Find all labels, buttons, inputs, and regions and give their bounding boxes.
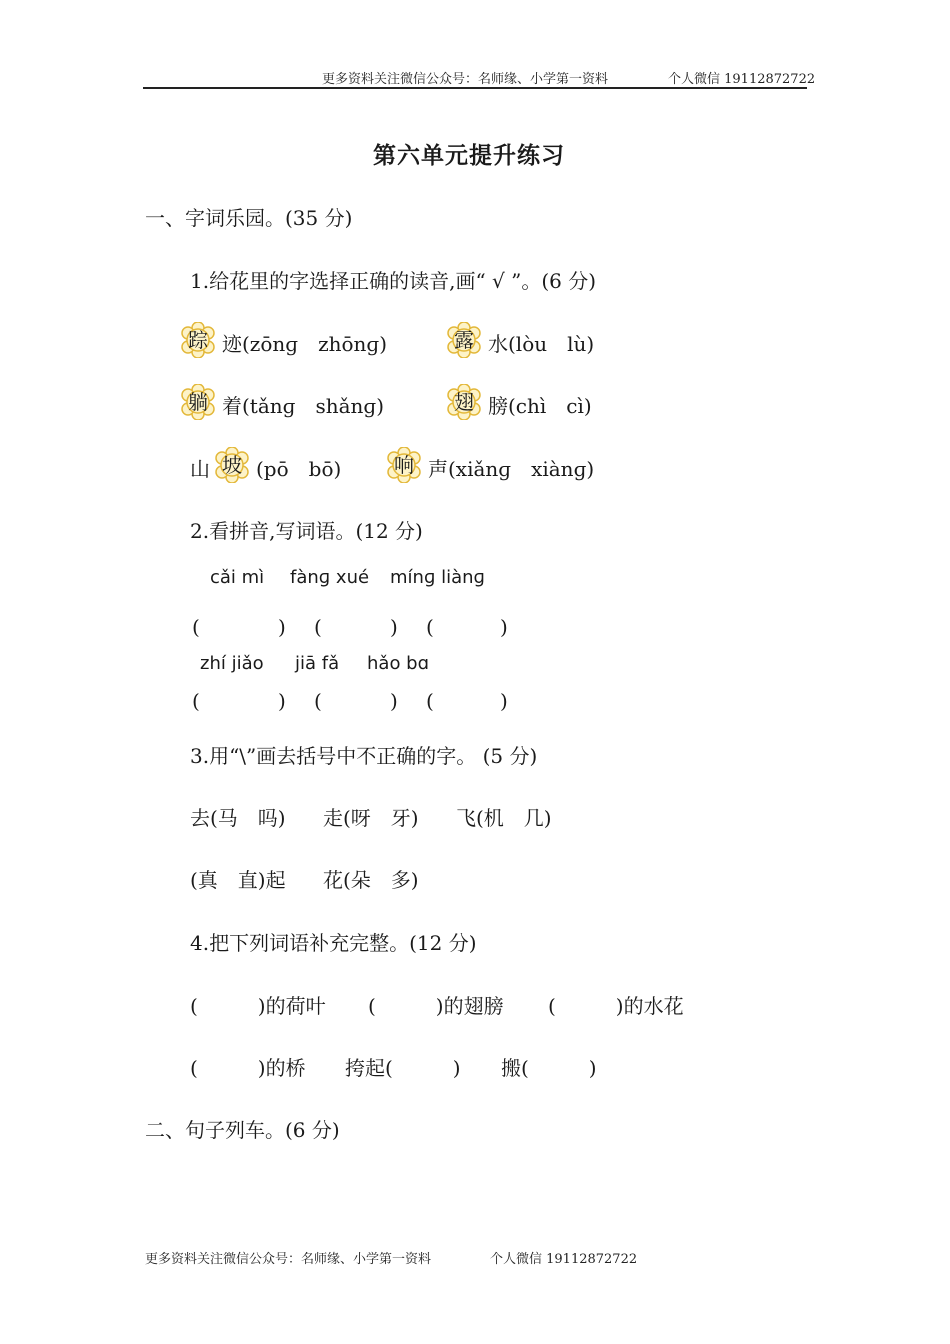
fill-blank-phrase: ( )的水花 <box>548 994 684 1018</box>
paren-close: ) <box>278 689 286 713</box>
choice-group: (真 直)起 <box>190 868 286 892</box>
flower-character: 坡 <box>222 453 242 477</box>
reading-option: 膀(chì cì) <box>488 394 592 418</box>
pinyin: zhí jiǎo <box>200 653 264 674</box>
reading-option: 迹(zōnɡ zhōnɡ) <box>222 332 388 356</box>
flower-character: 露 <box>454 328 474 352</box>
question-1-label: 1.给花里的字选择正确的读音,画“ √ ”。(6 分) <box>190 269 597 293</box>
section-2-heading: 二、句子列车。(6 分) <box>145 1118 340 1142</box>
paren-close: ) <box>390 615 398 639</box>
footer-contact: 个人微信 19112872722 <box>490 1252 638 1267</box>
question-3-label: 3.用“\”画去括号中不正确的字。 (5 分) <box>190 744 538 768</box>
paren-open: ( <box>314 615 322 639</box>
paren-open: ( <box>426 615 434 639</box>
flower-char <box>214 447 250 483</box>
paren-close: ) <box>500 615 508 639</box>
reading-option: 声(xiǎnɡ xiànɡ) <box>428 457 595 481</box>
header-rule <box>143 87 807 89</box>
pinyin: hǎo bɑ <box>367 653 430 674</box>
section-1-heading: 一、字词乐园。(35 分) <box>145 206 353 230</box>
paren-close: ) <box>278 615 286 639</box>
choice-group: 走(呀 牙) <box>323 806 419 830</box>
reading-option: 着(tǎnɡ shǎnɡ) <box>222 394 385 418</box>
pinyin: cǎi mì <box>210 567 265 588</box>
fill-blank-phrase: 搬( ) <box>501 1056 597 1080</box>
pinyin: jiā fǎ <box>295 653 340 674</box>
paren-open: ( <box>426 689 434 713</box>
flower-character: 踪 <box>188 328 208 352</box>
paren-open: ( <box>192 689 200 713</box>
reading-option: (pō bō) <box>256 457 342 481</box>
fill-blank-phrase: ( )的翅膀 <box>368 994 504 1018</box>
question-4-label: 4.把下列词语补充完整。(12 分) <box>190 931 477 955</box>
paren-close: ) <box>390 689 398 713</box>
footer-text: 更多资料关注微信公众号：名师缘、小学第一资料 <box>145 1252 432 1267</box>
flower-character: 响 <box>394 453 414 477</box>
reading-option: 水(lòu lù) <box>488 332 595 356</box>
flower-char <box>386 447 422 483</box>
pinyin: fànɡ xué <box>290 567 370 588</box>
fill-blank-phrase: ( )的荷叶 <box>190 994 326 1018</box>
flower-char <box>180 384 216 420</box>
flower-character: 躺 <box>188 390 208 414</box>
choice-group: 花(朵 多) <box>323 868 419 892</box>
flower-char <box>446 384 482 420</box>
paren-open: ( <box>192 615 200 639</box>
fill-blank-phrase: ( )的桥 <box>190 1056 306 1080</box>
flower-char <box>446 322 482 358</box>
flower-char <box>180 322 216 358</box>
prefix-character: 山 <box>190 457 210 481</box>
paren-open: ( <box>314 689 322 713</box>
question-2-label: 2.看拼音,写词语。(12 分) <box>190 519 423 543</box>
header-text: 更多资料关注微信公众号：名师缘、小学第一资料 <box>322 72 609 87</box>
choice-group: 飞(机 几) <box>456 806 552 830</box>
header-contact: 个人微信 19112872722 <box>668 72 816 87</box>
pinyin: mínɡ liànɡ <box>390 567 485 588</box>
fill-blank-phrase: 挎起( ) <box>345 1056 461 1080</box>
choice-group: 去(马 吗) <box>190 806 286 830</box>
page-title: 第六单元提升练习 <box>373 142 565 169</box>
paren-close: ) <box>500 689 508 713</box>
flower-character: 翅 <box>454 390 474 414</box>
